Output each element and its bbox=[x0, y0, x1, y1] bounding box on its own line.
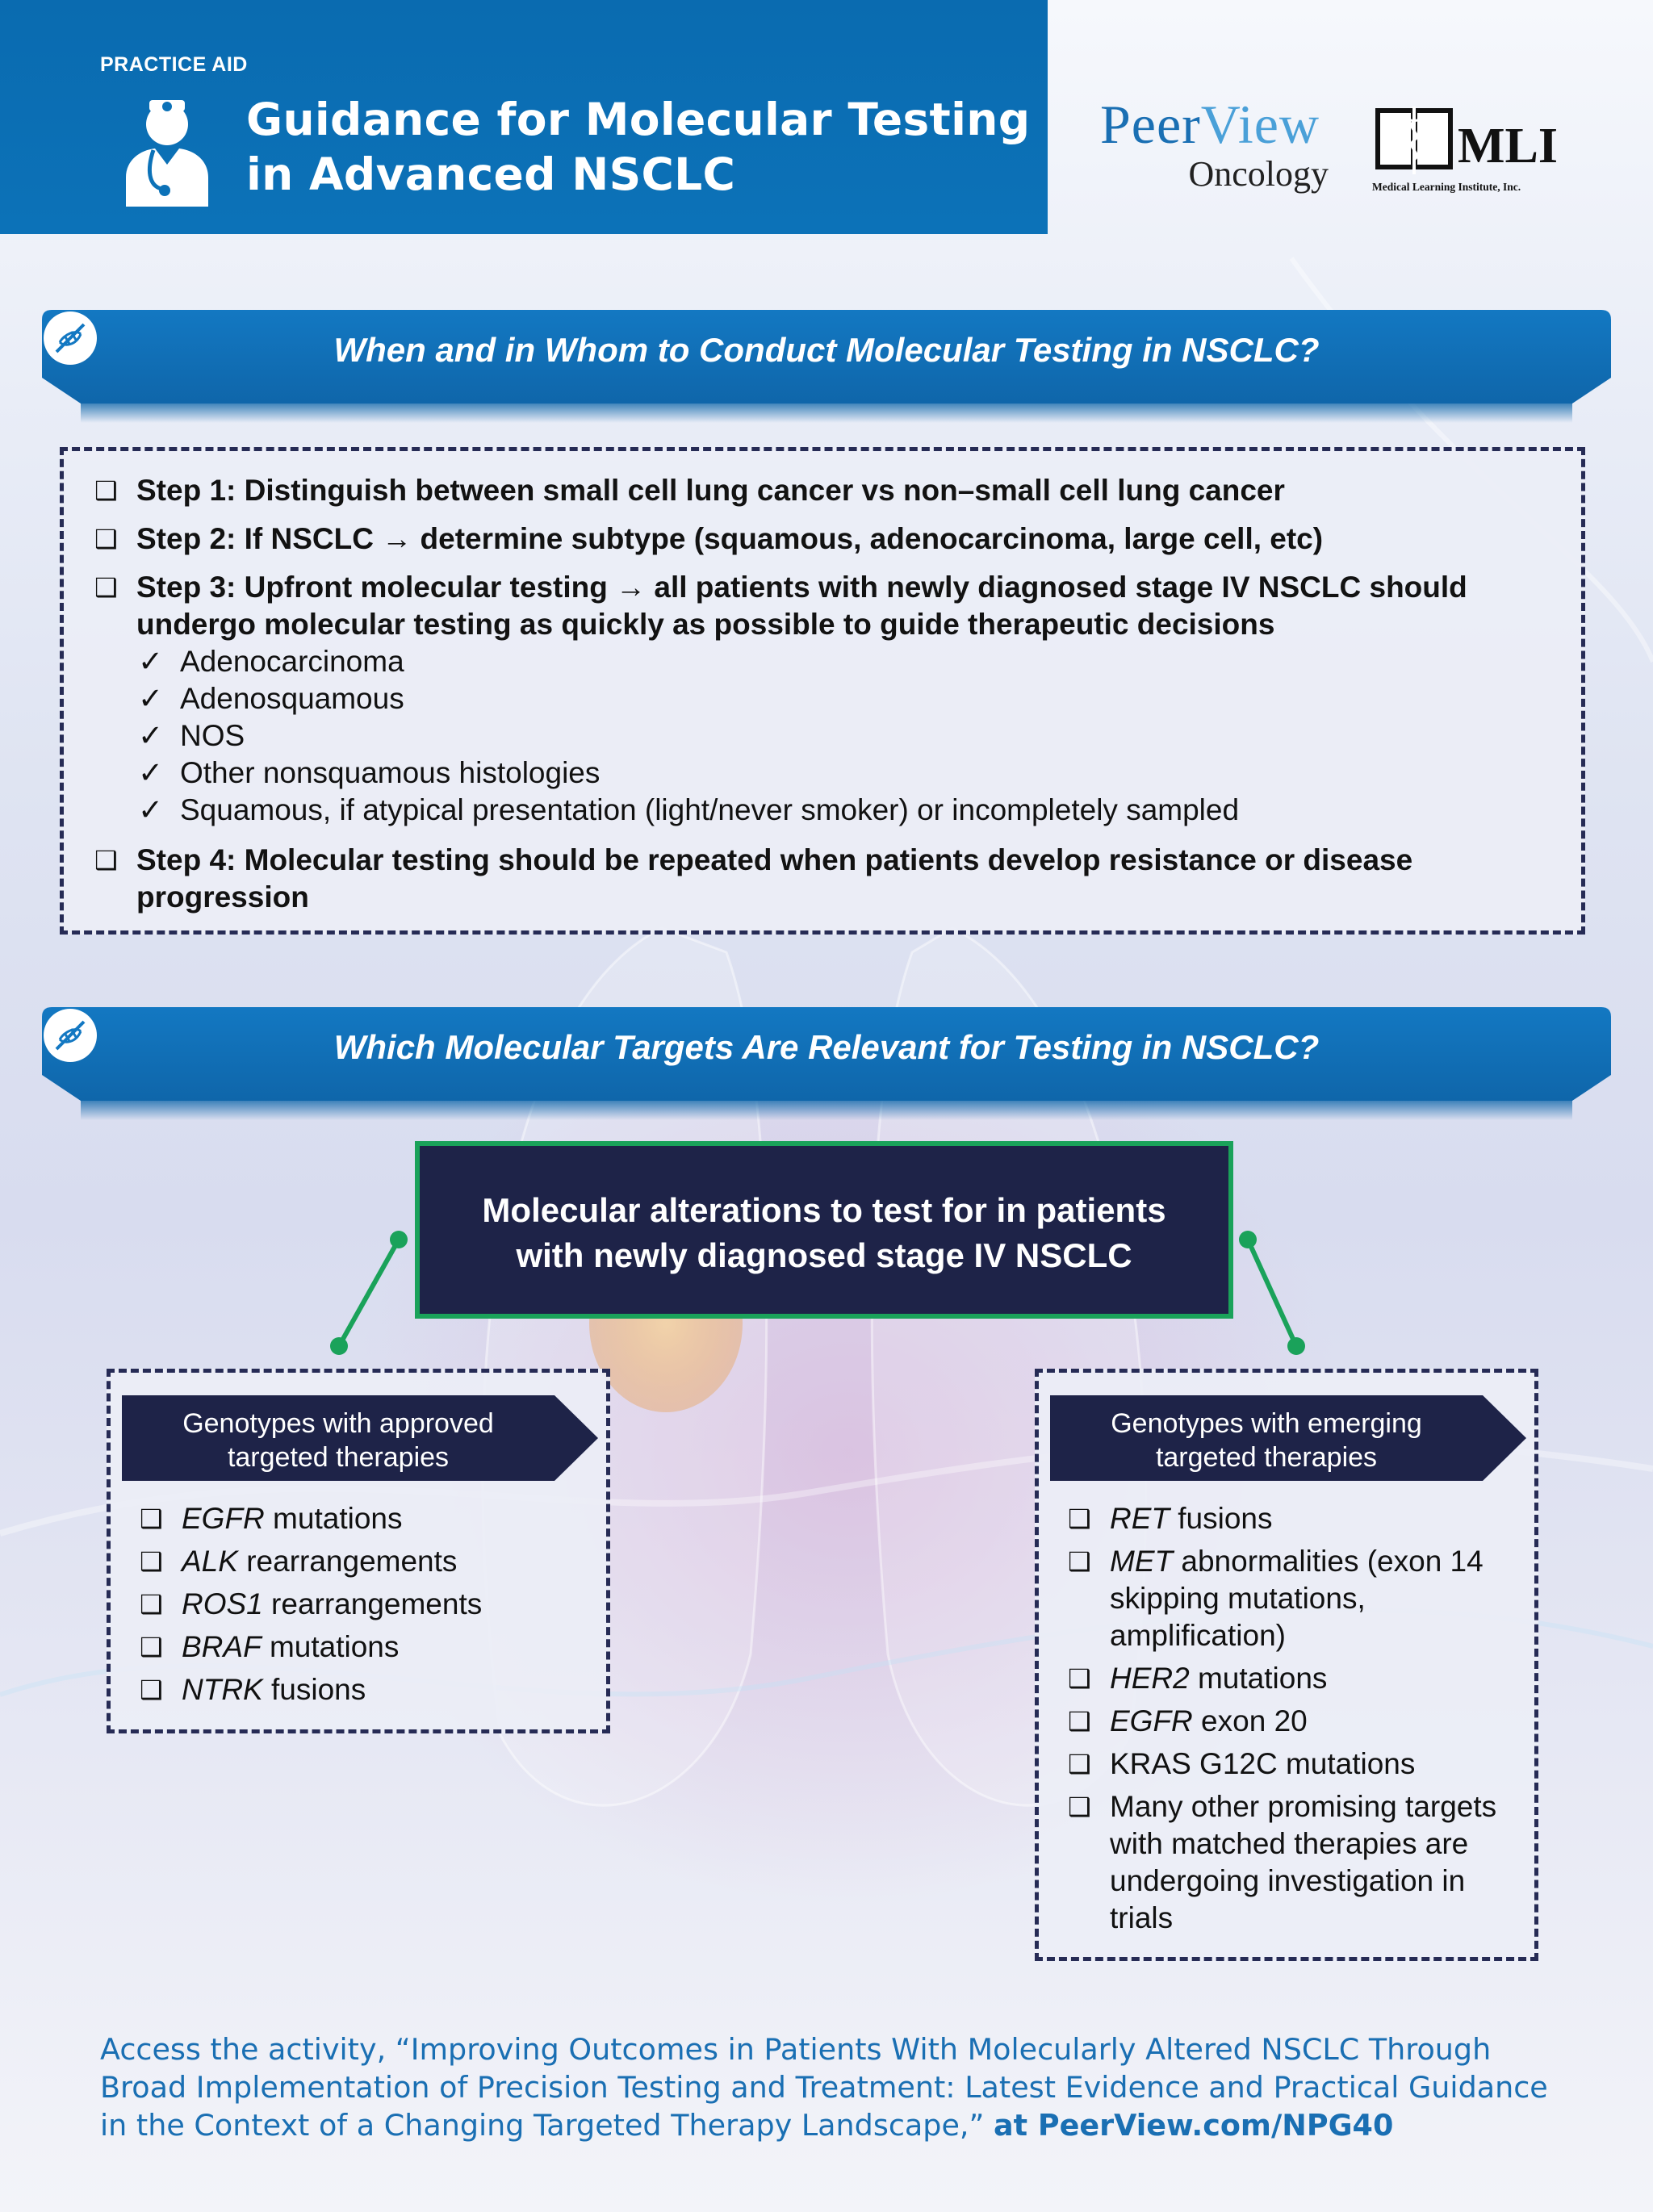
approved-heading-line-2: targeted therapies bbox=[227, 1442, 450, 1473]
genotype-item bbox=[1068, 1543, 1513, 1654]
emerging-genotype-list bbox=[1068, 1500, 1513, 1942]
genotype-item bbox=[1068, 1788, 1513, 1937]
mli-logo-text: MLI bbox=[1458, 119, 1558, 174]
gene-name: ALK bbox=[182, 1545, 238, 1578]
mli-logo-fullname: Medical Learning Institute, Inc. bbox=[1372, 181, 1521, 193]
subtype-label: Squamous, if atypical presentation (light/never smoker) or incompletely sampled bbox=[180, 793, 1240, 826]
check-icon: ✓ bbox=[138, 682, 164, 715]
footer-text: Access the activity, “Improving Outcomes in Patients With Molecularly Altered NSCLC Through Broad Implementation of Precision Testing and Treatment: Latest Evidence and Practical Guidance in the Context of a Changing Targeted Therapy Landscape,” bbox=[100, 2032, 1548, 2143]
genotype-item bbox=[140, 1629, 585, 1666]
gene-alteration: fusions bbox=[262, 1673, 366, 1706]
checkbox-icon: ❑ bbox=[1068, 1547, 1091, 1576]
gene-alteration: mutations bbox=[261, 1630, 400, 1663]
gene-alteration: rearrangements bbox=[237, 1545, 458, 1578]
approved-genotype-list bbox=[140, 1500, 585, 1714]
genotype-item bbox=[1068, 1703, 1513, 1740]
checkbox-icon: ❑ bbox=[140, 1675, 163, 1704]
gene-alteration: KRAS G12C mutations bbox=[1110, 1747, 1416, 1780]
section-2-title: Which Molecular Targets Are Relevant for Testing in NSCLC? bbox=[333, 1028, 1320, 1066]
gene-name: BRAF bbox=[182, 1630, 262, 1663]
subtype-label: Adenosquamous bbox=[180, 682, 404, 715]
checkbox-icon: ❑ bbox=[94, 525, 118, 554]
page-title-line-1: Guidance for Molecular Testing bbox=[246, 94, 1031, 145]
gene-name: MET bbox=[1110, 1545, 1174, 1578]
subtype-label: Other nonsquamous histologies bbox=[180, 756, 601, 789]
genotype-item bbox=[140, 1586, 585, 1623]
checkbox-icon: ❑ bbox=[94, 846, 118, 875]
checkbox-icon: ❑ bbox=[1068, 1504, 1091, 1533]
gene-name: EGFR bbox=[182, 1502, 265, 1535]
step-4-text: Step 4: Molecular testing should be repeated when patients develop resistance or disease progression bbox=[136, 843, 1413, 914]
checkbox-icon: ❑ bbox=[94, 476, 118, 505]
gene-name: EGFR bbox=[1110, 1704, 1193, 1737]
gene-alteration: exon 20 bbox=[1192, 1704, 1308, 1737]
peerview-logo-view: View bbox=[1200, 94, 1320, 155]
peerview-logo-peer: Peer bbox=[1099, 94, 1201, 155]
genotype-item bbox=[140, 1671, 585, 1708]
gene-name: HER2 bbox=[1110, 1662, 1190, 1695]
gene-name: RET bbox=[1110, 1502, 1170, 1535]
emerging-heading-line-1: Genotypes with emerging bbox=[1111, 1408, 1422, 1439]
check-icon: ✓ bbox=[138, 719, 164, 752]
genotype-item bbox=[1068, 1746, 1513, 1783]
emerging-genotypes-heading bbox=[1050, 1395, 1526, 1481]
checkbox-icon: ❑ bbox=[140, 1504, 163, 1533]
practice-aid-label: PRACTICE AID bbox=[100, 53, 248, 76]
gene-name: ROS1 bbox=[182, 1587, 263, 1620]
emerging-genotypes-box bbox=[1035, 1369, 1538, 1961]
gene-alteration: abnormalities (exon 14 skipping mutations, amplification) bbox=[1110, 1545, 1484, 1652]
step-3-text: Step 3: Upfront molecular testing → all patients with newly diagnosed stage IV NSCLC should undergo molecular testing as quickly as possible to guide therapeutic decisions bbox=[136, 571, 1467, 641]
section-1-title: When and in Whom to Conduct Molecular Testing in NSCLC? bbox=[333, 331, 1320, 369]
footer-link[interactable]: at PeerView.com/NPG40 bbox=[994, 2108, 1394, 2143]
checkbox-icon: ❑ bbox=[1068, 1792, 1091, 1821]
approved-genotypes-box bbox=[107, 1369, 610, 1733]
checkbox-icon: ❑ bbox=[140, 1633, 163, 1662]
checkbox-icon: ❑ bbox=[1068, 1707, 1091, 1736]
gene-alteration: mutations bbox=[1189, 1662, 1328, 1695]
checkbox-icon: ❑ bbox=[1068, 1750, 1091, 1779]
checkbox-icon: ❑ bbox=[140, 1590, 163, 1619]
page-title-line-2: in Advanced NSCLC bbox=[246, 148, 736, 200]
footer-activity-text bbox=[100, 2030, 1553, 2144]
gene-alteration: mutations bbox=[264, 1502, 403, 1535]
checkbox-icon: ❑ bbox=[94, 573, 118, 602]
subtype-label: NOS bbox=[180, 719, 245, 752]
molecular-alterations-box bbox=[415, 1141, 1233, 1319]
gene-alteration: rearrangements bbox=[262, 1587, 483, 1620]
genotype-item bbox=[140, 1500, 585, 1537]
check-icon: ✓ bbox=[138, 645, 164, 678]
center-box-line-1: Molecular alterations to test for in patients bbox=[482, 1191, 1166, 1229]
genotype-item bbox=[140, 1543, 585, 1580]
step-2-text: Step 2: If NSCLC → determine subtype (squamous, adenocarcinoma, large cell, etc) bbox=[136, 522, 1324, 555]
center-box-line-2: with newly diagnosed stage IV NSCLC bbox=[516, 1236, 1132, 1274]
checkbox-icon: ❑ bbox=[1068, 1664, 1091, 1693]
genotype-item bbox=[1068, 1660, 1513, 1697]
check-icon: ✓ bbox=[138, 793, 164, 826]
subtype-label: Adenocarcinoma bbox=[180, 645, 404, 678]
check-icon: ✓ bbox=[138, 756, 164, 789]
checkbox-icon: ❑ bbox=[140, 1547, 163, 1576]
step-1-text: Step 1: Distinguish between small cell lung cancer vs non–small cell lung cancer bbox=[136, 474, 1285, 507]
gene-name: NTRK bbox=[182, 1673, 263, 1706]
gene-alteration: Many other promising targets with matched therapies are undergoing investigation in trials bbox=[1110, 1790, 1497, 1934]
peerview-logo-oncology: Oncology bbox=[1188, 154, 1329, 194]
gene-alteration: fusions bbox=[1170, 1502, 1273, 1535]
genotype-item bbox=[1068, 1500, 1513, 1537]
approved-genotypes-heading bbox=[122, 1395, 598, 1481]
approved-heading-line-1: Genotypes with approved bbox=[182, 1408, 494, 1439]
emerging-heading-line-2: targeted therapies bbox=[1155, 1442, 1378, 1473]
